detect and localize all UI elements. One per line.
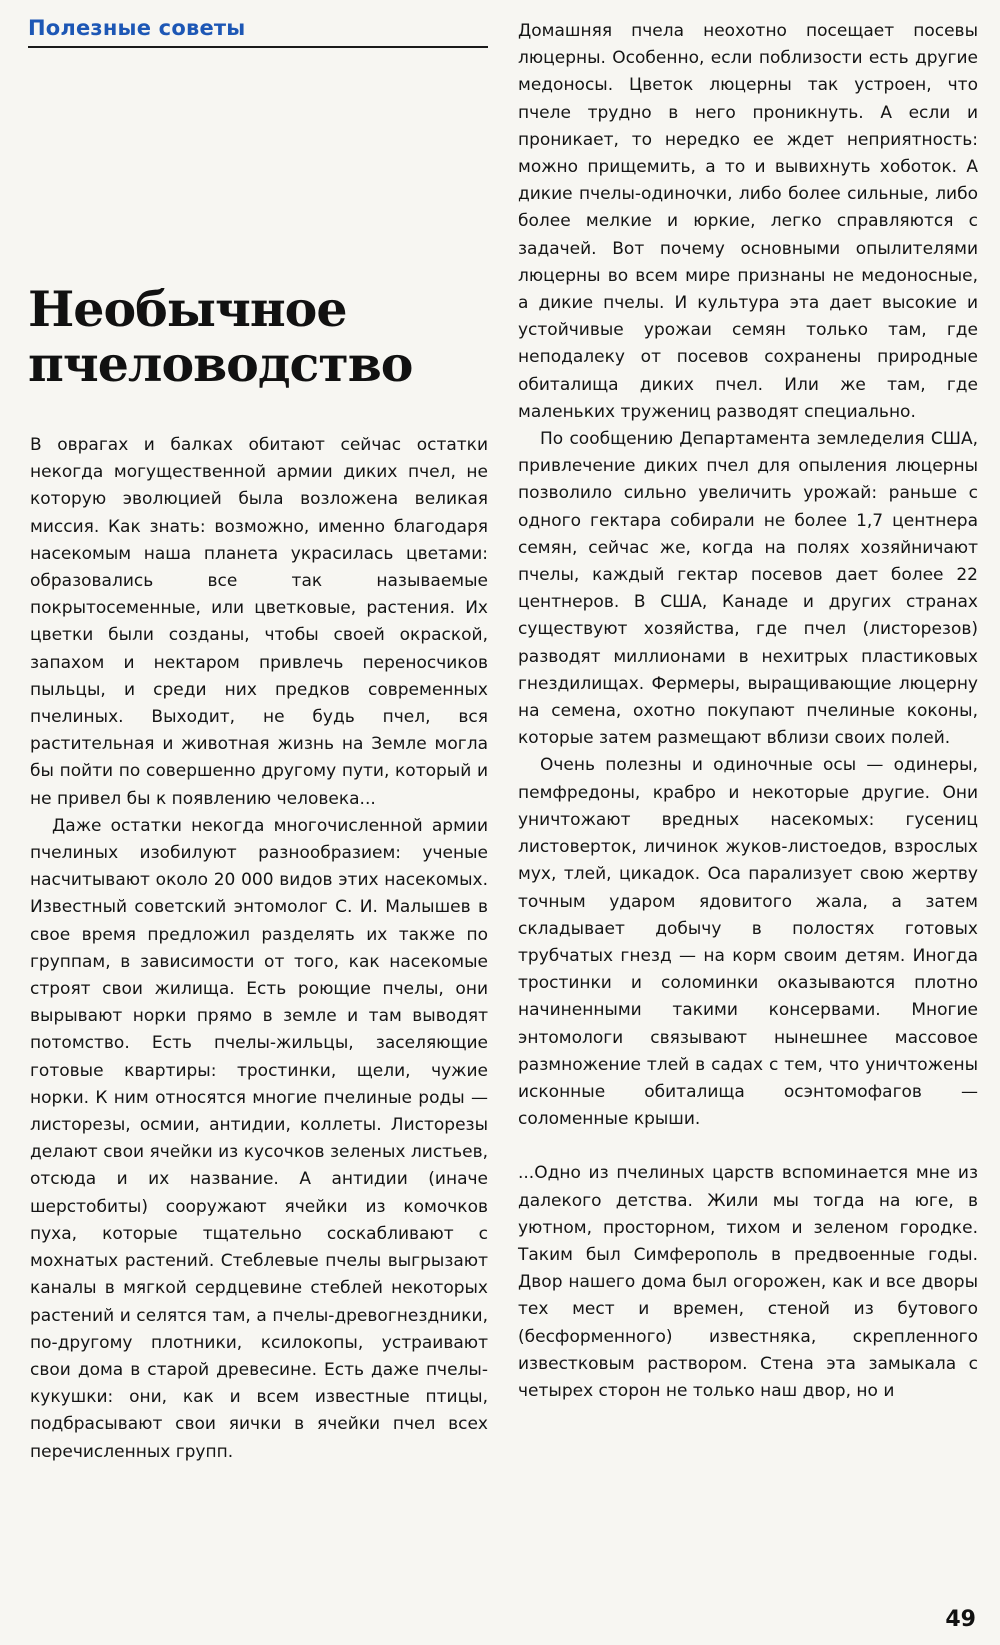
paragraph: В оврагах и балках обитают сейчас остатки некогда могущественной армии диких пчел, не которую эволюцией была возложена великая миссия. Как знать: возможно, именно благодаря насекомым наша планета украсилась цветами: образовались все так называемые покрытосеменные, или цветковые, растения. Их цветки были созданы, чтобы своей окраской, запахом и нектаром привлечь переносчиков пыльцы, и среди них предков современных пчелиных. Выходит, не будь пчел, вся растительная и животная жизнь на Земле могла бы пойти по совершенно другому пути, который и не привел бы к появлению человека... xyxy=(30,435,488,809)
title-line-2: пчеловодство xyxy=(28,335,413,393)
page-number: 49 xyxy=(945,1607,976,1632)
paragraph: Домашняя пчела неохотно посещает посевы люцерны. Особенно, если поблизости есть другие медоносы. Цветок люцерны так устроен, что пчеле трудно в него проникнуть. А если и проникает, то нередко ее ждет неприятность: можно прищемить, а то и вывихнуть хоботок. А дикие пчелы-одиночки, либо более сильные, либо более мелкие и юркие, легко справляются с задачей. Вот почему основными опылителями люцерны во всем мире признаны не медоносные, а дикие пчелы. И культура эта дает высокие и устойчивые урожаи семян только там, где неподалеку от посевов сохранены природные обиталища диких пчел. Или же там, где маленьких тружениц разводят специально. xyxy=(518,21,978,422)
paragraph: По сообщению Департамента земледелия США, привлечение диких пчел для опыления люцерны позволило сильно увеличить урожай: раньше с одного гектара собирали не более 1,7 центнера семян, сейчас же, когда на полях хозяйничают пчелы, каждый гектар посевов дает более 22 центнеров. В США, Канаде и других странах существуют хозяйства, где пчел (листорезов) разводят миллионами в нехитрых пластиковых гнездилищах. Фермеры, выращивающие люцерну на семена, охотно покупают пчелиные коконы, которые затем размещают вблизи своих полей. xyxy=(518,429,978,749)
section-rubric: Полезные советы xyxy=(28,16,488,48)
right-column xyxy=(518,18,978,1405)
article-title xyxy=(28,282,488,392)
left-column xyxy=(30,432,488,1466)
paragraph: ...Одно из пчелиных царств вспоминается мне из далекого детства. Жили мы тогда на юге, в уютном, просторном, тихом и зеленом городке. Таким был Симферополь в предвоенные годы. Двор нашего дома был огорожен, как и все дворы тех мест и времен, стеной из бутового (бесформенного) известняка, скрепленного известковым раствором. Стена эта замыкала с четырех сторон не только наш двор, но и xyxy=(518,1163,978,1401)
title-line-1: Необычное xyxy=(28,280,347,338)
paragraph: Очень полезны и одиночные осы — одинеры, пемфредоны, крабро и некоторые другие. Они уничтожают вредных насекомых: гусениц листоверток, личинок жуков-листоедов, взрослых мух, тлей, цикадок. Оса парализует свою жертву точным ударом ядовитого жала, а затем складывает добычу в полостях готовых трубчатых гнезд — на корм своим детям. Иногда тростинки и соломинки оказываются плотно начиненными такими консервами. Многие энтомологи связывают нынешнее массовое размножение тлей в садах с тем, что уничтожены исконные обиталища осэнтомофагов — соломенные крыши. xyxy=(518,755,978,1130)
paragraph: Даже остатки некогда многочисленной армии пчелиных изобилуют разнообразием: ученые насчитывают около 20 000 видов этих насекомых. Известный советский энтомолог С. И. Малышев в свое время предложил разделять их также по группам, в зависимости от того, как насекомые строят свои жилища. Есть роющие пчелы, они вырывают норки прямо в земле и там выводят потомство. Есть пчелы-жильцы, заселяющие готовые квартиры: тростинки, щели, чужие норки. К ним относятся многие пчелиные роды — листорезы, осмии, антидии, коллеты. Листорезы делают свои ячейки из кусочков зеленых листьев, отсюда и их название. А антидии (иначе шерстобиты) сооружают ячейки из комочков пуха, которые тщательно соскабливают с мохнатых растений. Стеблевые пчелы выгрызают каналы в мягкой сердцевине стеблей некоторых растений и селятся там, а пчелы-древогнездники, по-другому плотники, ксилокопы, устраивают свои дома в старой древесине. Есть даже пчелы-кукушки: они, как и всем известные птицы, подбрасывают свои яички в ячейки пчел всех перечисленных групп. xyxy=(30,815,488,1462)
